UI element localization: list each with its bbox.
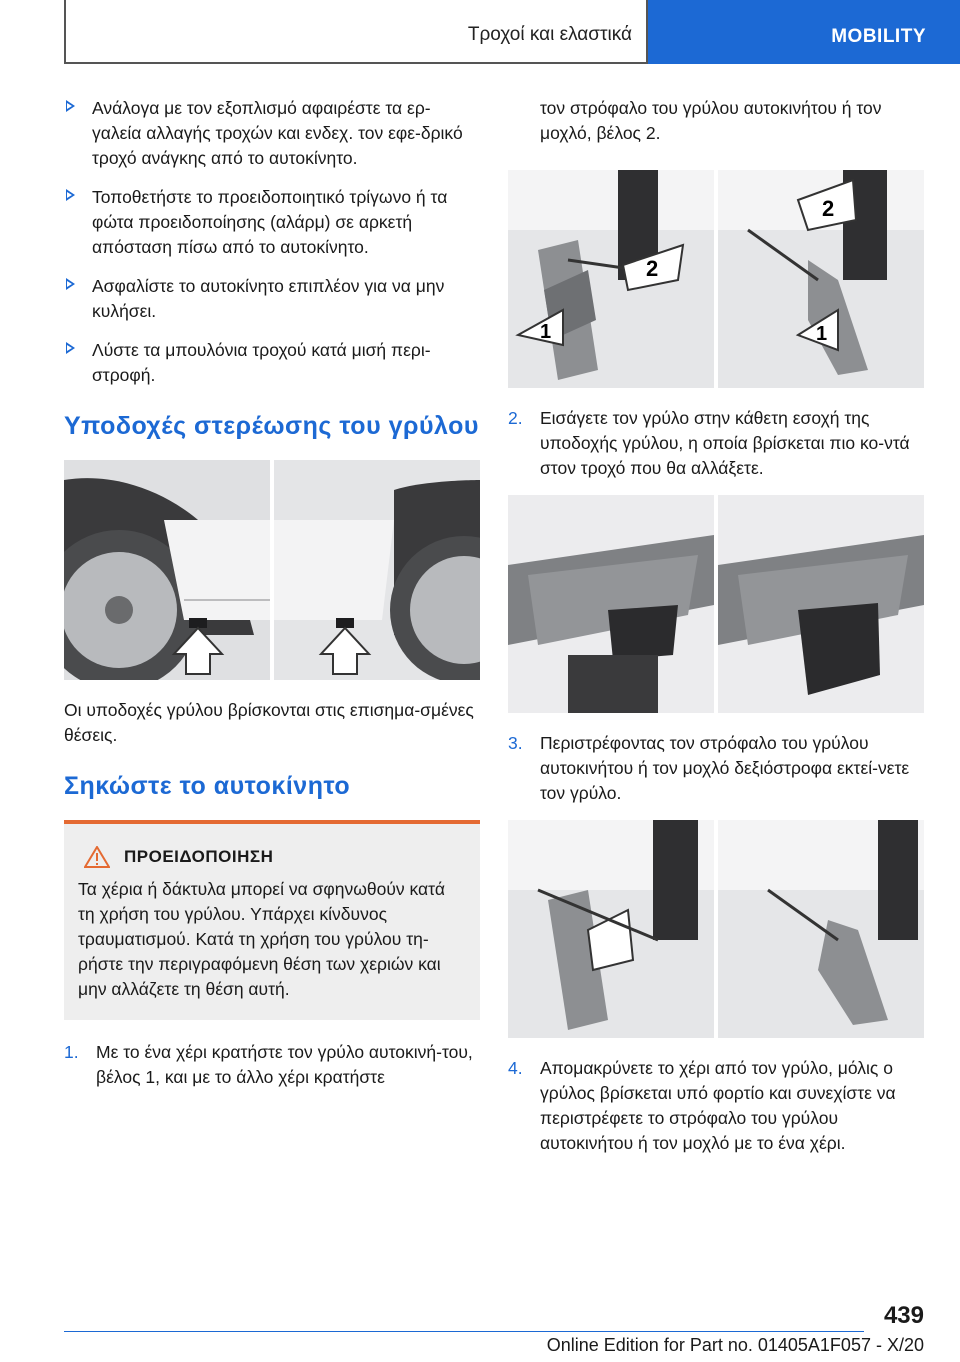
bullet-item: Ασφαλίστε το αυτοκίνητο επιπλέον για να μην κυλήσει. — [64, 274, 480, 324]
step-text: Με το ένα χέρι κρατήστε τον γρύλο αυτοκινή‐του, βέλος 1, και με το άλλο χέρι κρατήστε — [96, 1042, 473, 1087]
section-title: Τροχοί και ελαστικά — [467, 24, 632, 45]
left-column — [64, 96, 480, 1104]
section-title-box — [64, 0, 648, 64]
step-text: Εισάγετε τον γρύλο στην κάθετη εσοχή της υποδοχής γρύλου, η οποία βρίσκεται πιο κο‐ντά στον τροχό που θα αλλάξετε. — [540, 408, 910, 478]
triangle-bullet-icon — [66, 189, 75, 201]
arrow-label: 1 — [816, 323, 828, 345]
step-number: 4. — [508, 1058, 523, 1078]
bullet-item: Τοποθετήστε το προειδοποιητικό τρίγωνο ή τα φώτα προειδοποίησης (αλάρμ) σε αρκετή απόσταση πίσω από το αυτοκίνητο. — [64, 185, 480, 260]
jack-points-photo — [64, 460, 480, 680]
mobility-tab[interactable] — [648, 0, 960, 64]
footer-edition: Online Edition for Part no. 01405A1F057 - X/20 — [546, 1335, 924, 1355]
heading-jack-points: Υποδοχές στερέωσης του γρύλου — [64, 412, 479, 440]
jack-seat-photo — [508, 495, 924, 713]
step-1 — [64, 1040, 480, 1090]
footer-divider — [64, 1331, 864, 1332]
right-column — [508, 96, 924, 1170]
arrow-label: 2 — [646, 256, 659, 281]
step-number: 2. — [508, 408, 523, 428]
warning-title-row — [84, 844, 466, 869]
triangle-bullet-icon — [66, 278, 75, 290]
heading-raise-vehicle: Σηκώστε το αυτοκίνητο — [64, 772, 351, 800]
jack-handling-photo — [508, 170, 924, 388]
arrow-label: 2 — [822, 196, 835, 221]
mobility-tab-label: MOBILITY — [831, 26, 926, 47]
step-text: Περιστρέφοντας τον στρόφαλο του γρύλου αυτοκινήτου ή τον μοχλό δεξιόστροφα εκτεί‐νετε τον γρύλο. — [540, 733, 910, 803]
warning-triangle-icon — [84, 846, 110, 868]
bullet-item: Ανάλογα με τον εξοπλισμό αφαιρέστε τα ερ‐γαλεία αλλαγής τροχών και ενδεχ. τον εφε‐δρικό τροχό ανάγκης από το αυτοκίνητο. — [64, 96, 480, 171]
bullet-item: Λύστε τα μπουλόνια τροχού κατά μισή περι‐στροφή. — [64, 338, 480, 388]
step-4 — [508, 1056, 924, 1156]
triangle-bullet-icon — [66, 100, 75, 112]
page-header — [0, 0, 960, 64]
warning-box — [64, 820, 480, 1020]
jack-points-caption: Οι υποδοχές γρύλου βρίσκονται στις επισημα‐σμένες θέσεις. — [64, 700, 474, 745]
jack-crank-photo — [508, 820, 924, 1038]
page-number: 439 — [883, 1302, 924, 1329]
triangle-bullet-icon — [66, 342, 75, 354]
warning-text: Τα χέρια ή δάκτυλα μπορεί να σφηνωθούν κατά τη χρήση του γρύλου. Υπάρχει κίνδυνος τραυματισμού. Κατά τη χρήση του γρύλου τη‐ρήστε την περιγραφόμενη θέση των χεριών και μην αλλάζετε τη θέση αυτή. — [78, 879, 445, 999]
step-text: Απομακρύνετε το χέρι από τον γρύλο, μόλις ο γρύλος βρίσκεται υπό φορτίο και συνεχίστε να περιστρέφετε το στρόφαλο του γρύλου αυτοκινήτου ή τον μοχλό με το ένα χέρι. — [540, 1058, 896, 1153]
step-1-continued: τον στρόφαλο του γρύλου αυτοκινήτου ή τον μοχλό, βέλος 2. — [540, 98, 882, 143]
step-number: 1. — [64, 1042, 79, 1062]
step-3 — [508, 731, 924, 806]
warning-title: ΠΡΟΕΙΔΟΠΟΙΗΣΗ — [124, 847, 274, 866]
step-number: 3. — [508, 733, 523, 753]
step-2 — [508, 406, 924, 481]
arrow-label: 1 — [540, 321, 552, 343]
